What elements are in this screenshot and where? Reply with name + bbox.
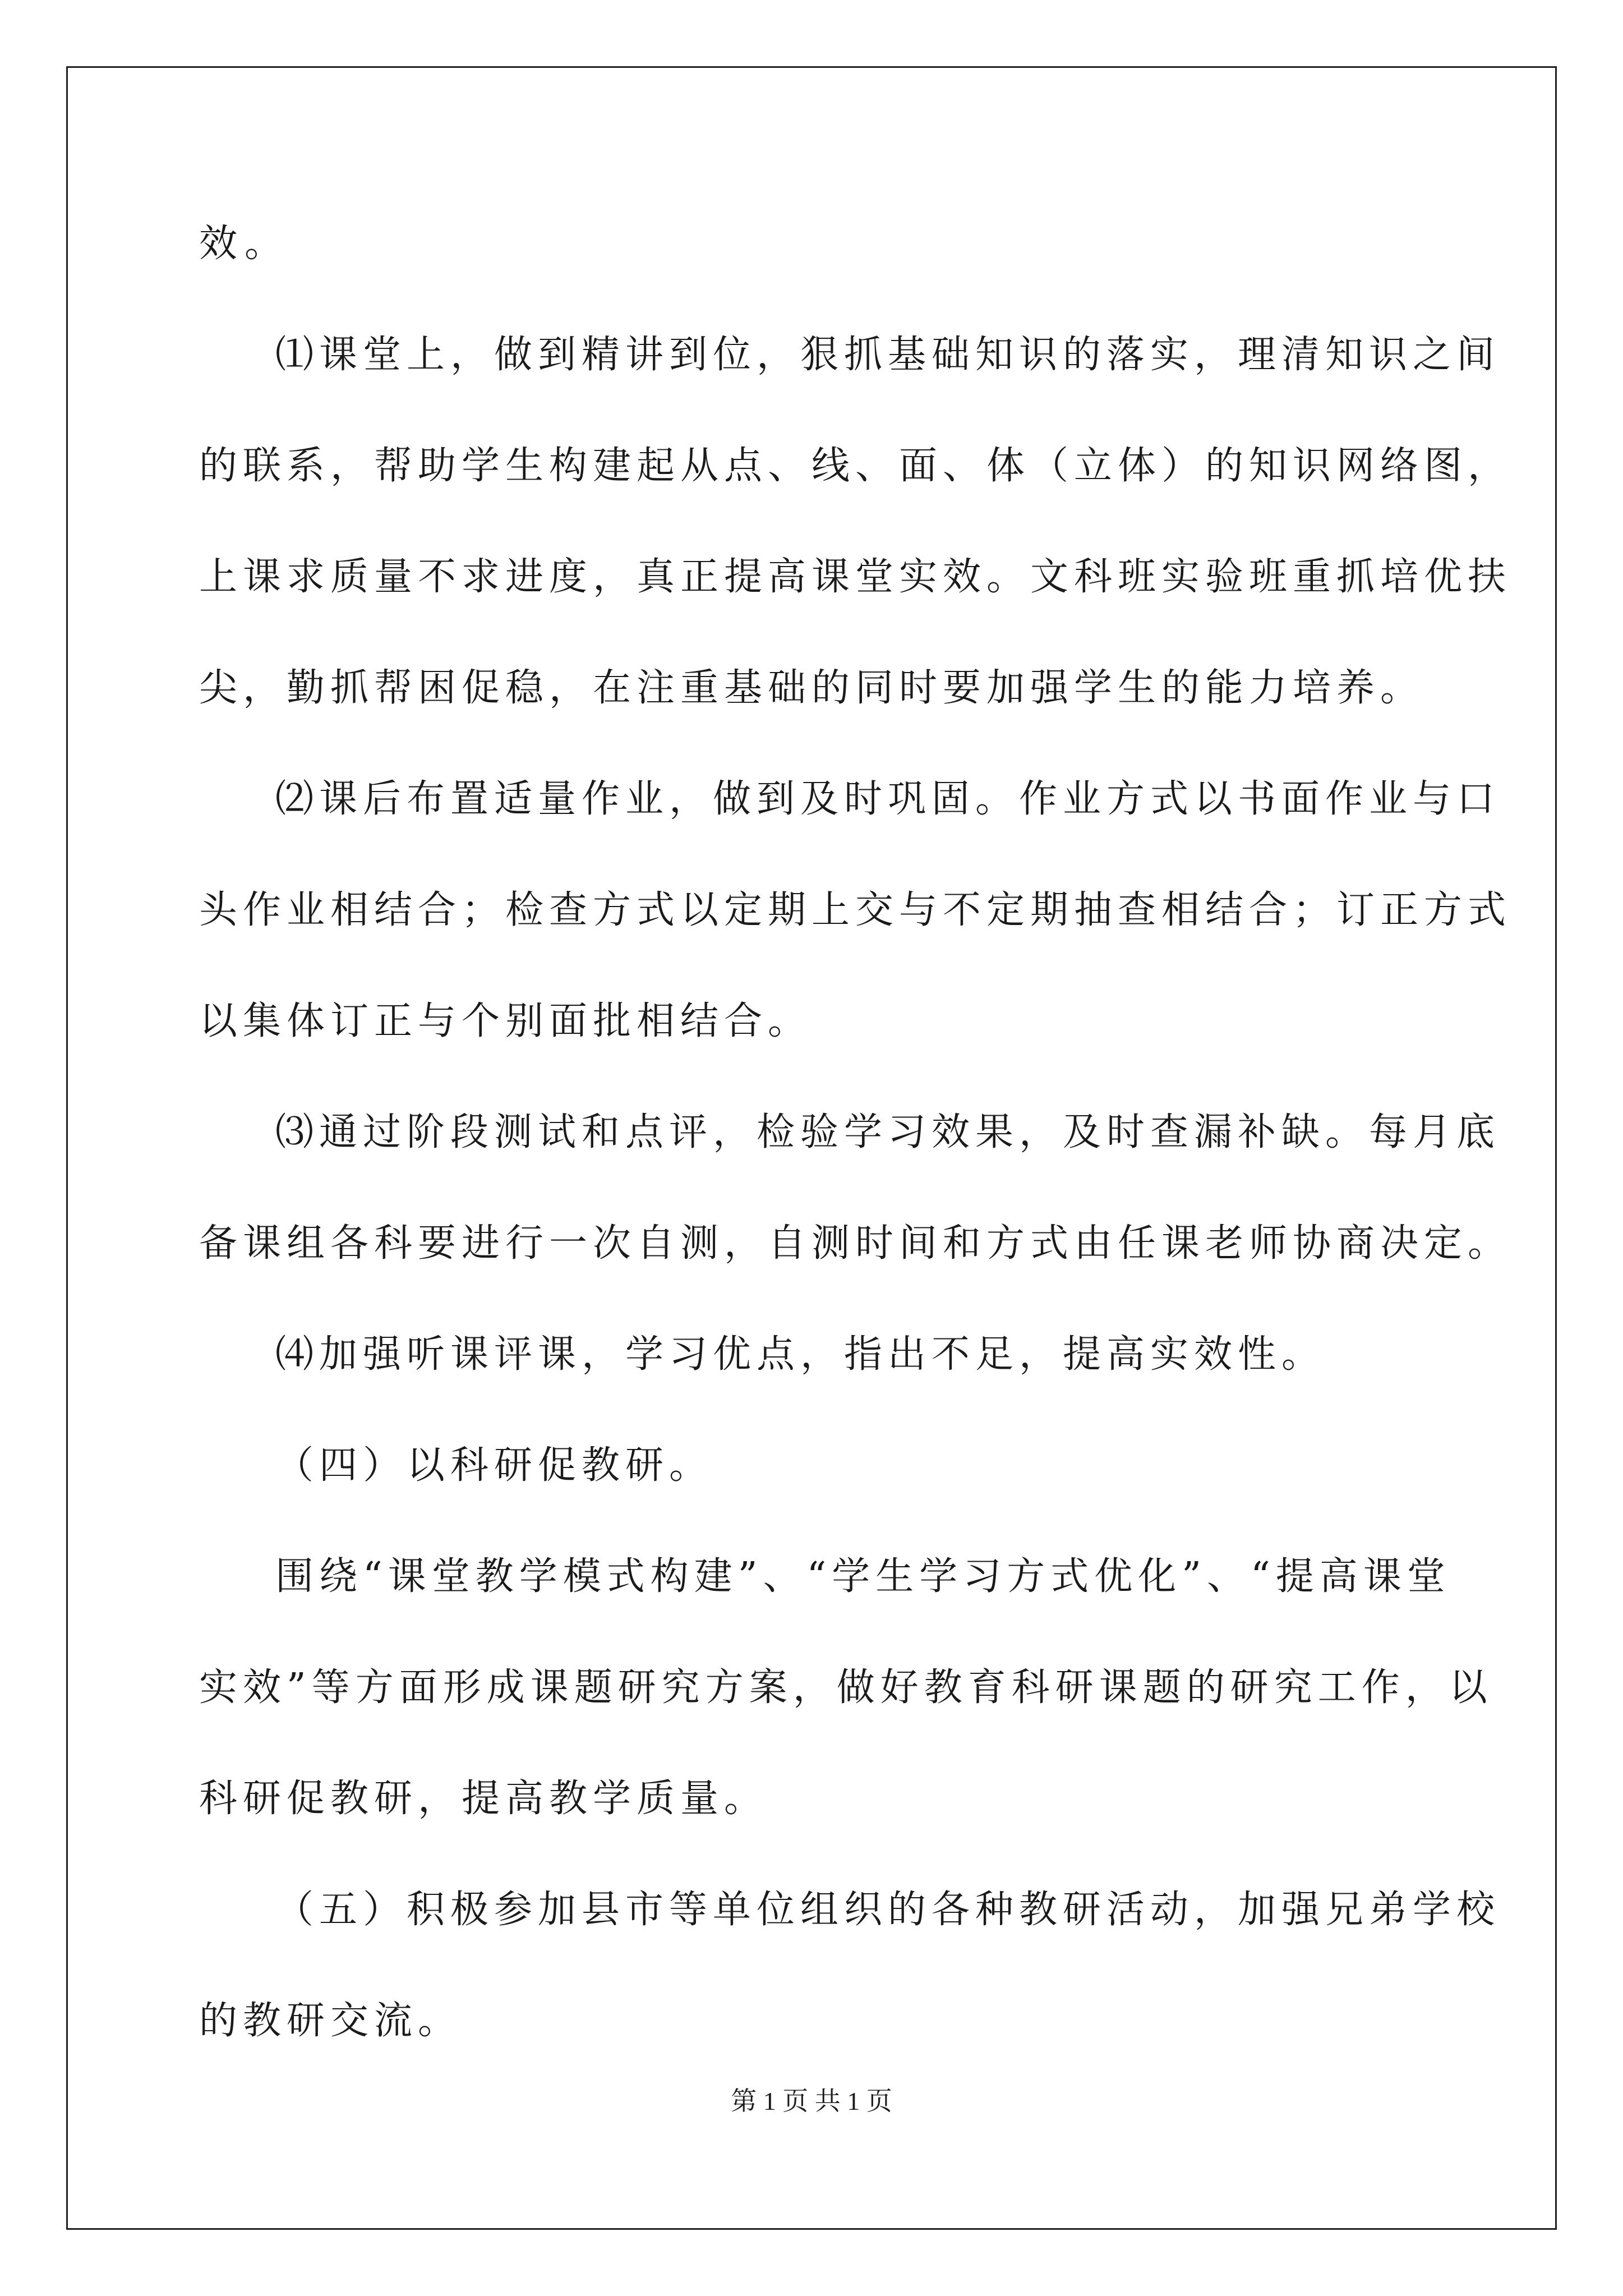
paragraph-line: ⑴课堂上，做到精讲到位，狠抓基础知识的落实，理清知识之间: [275, 333, 1501, 377]
paragraph-line: ⑷加强听课评课，学习优点，指出不足，提高实效性。: [275, 1332, 1326, 1377]
paragraph-line: 头作业相结合；检查方式以定期上交与不定期抽查相结合；订正方式: [199, 888, 1512, 932]
paragraph-line: ⑶通过阶段测试和点评，检验学习效果，及时查漏补缺。每月底: [275, 1110, 1501, 1154]
paragraph-line: 尖，勤抓帮困促稳，在注重基础的同时要加强学生的能力培养。: [199, 666, 1424, 710]
page-footer: 第 1 页 共 1 页: [731, 2087, 892, 2115]
section-heading: （四）以科研促教研。: [275, 1443, 713, 1488]
paragraph-line: 科研促教研，提高教学质量。: [199, 1777, 768, 1821]
paragraph-line: 实效”等方面形成课题研究方案，做好教育科研课题的研究工作，以: [199, 1665, 1493, 1710]
paragraph-line: 围绕“课堂教学模式构建”、“学生学习方式优化”、“提高课堂: [275, 1554, 1451, 1599]
paragraph-line: 上课求质量不求进度，真正提高课堂实效。文科班实验班重抓培优扶: [199, 555, 1512, 599]
paragraph-line: 的教研交流。: [199, 1999, 462, 2043]
paragraph-line: 以集体订正与个别面批相结合。: [199, 999, 812, 1043]
paragraph-line: 的联系，帮助学生构建起从点、线、面、体（立体）的知识网络图，: [199, 444, 1512, 488]
section-heading: （五）积极参加县市等单位组织的各种教研活动，加强兄弟学校: [275, 1888, 1501, 1932]
paragraph-line: 效。: [199, 222, 291, 266]
paragraph-line: 备课组各科要进行一次自测，自测时间和方式由任课老师协商决定。: [199, 1221, 1512, 1266]
paragraph-line: ⑵课后布置适量作业，做到及时巩固。作业方式以书面作业与口: [275, 777, 1501, 821]
